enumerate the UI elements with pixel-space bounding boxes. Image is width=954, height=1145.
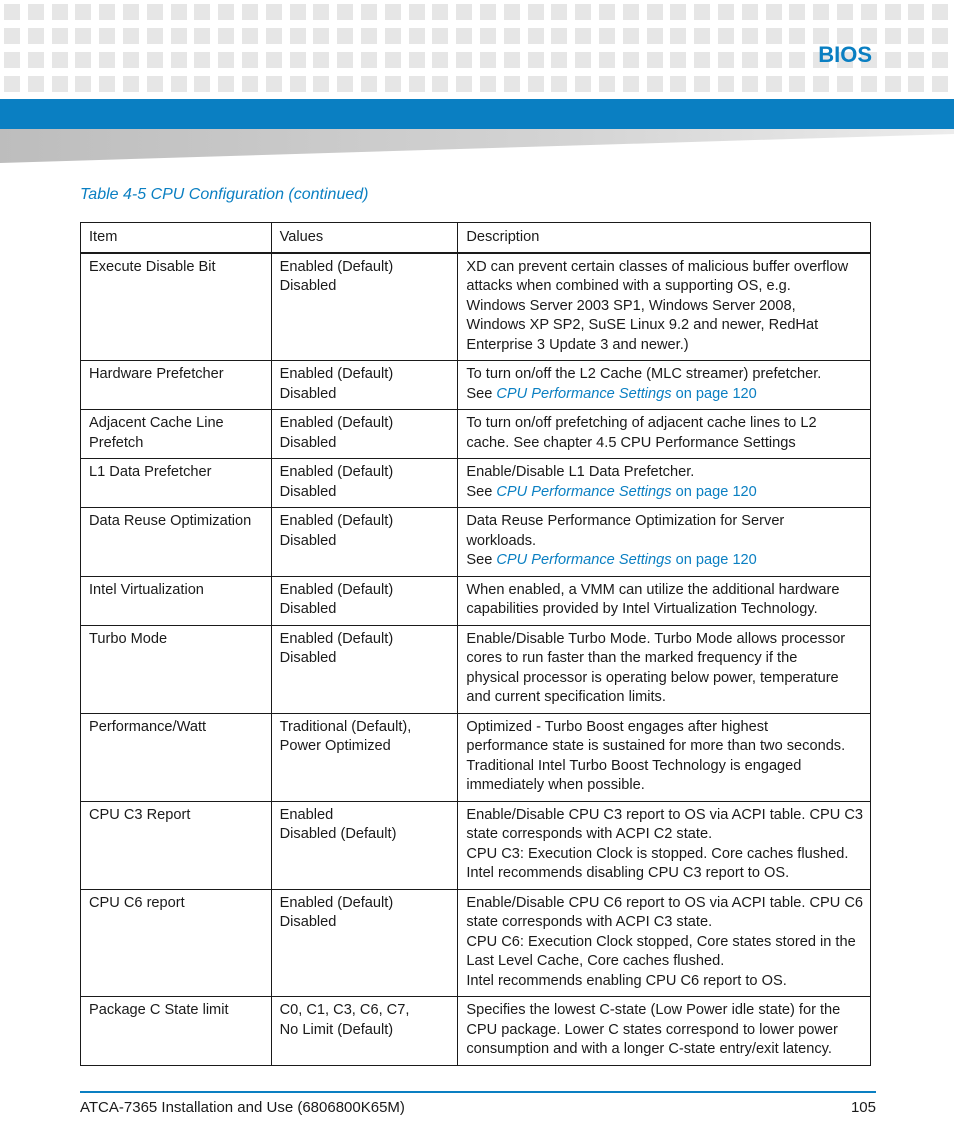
description-line: state corresponds with ACPI C2 state.	[466, 826, 713, 842]
description-line: Enable/Disable L1 Data Prefetcher.	[466, 464, 695, 480]
description-cell	[458, 997, 871, 1066]
see-reference	[466, 385, 863, 405]
cpu-configuration-table	[80, 222, 871, 1066]
description-line: workloads.	[466, 532, 537, 549]
description-line: When enabled, a VMM can utilize the additional hardware	[466, 581, 840, 598]
description-line: Enable/Disable Turbo Mode. Turbo Mode allows processor	[466, 630, 846, 647]
see-prefix: See	[466, 552, 497, 568]
item-cell	[81, 713, 272, 801]
item-line: Adjacent Cache Line	[89, 415, 224, 431]
item-cell	[81, 801, 272, 889]
values-line: Disabled	[279, 650, 337, 666]
values-line: Enabled (Default)	[279, 258, 394, 275]
values-line: Enabled	[279, 806, 334, 823]
description-cell	[458, 625, 871, 713]
table-row	[81, 625, 871, 713]
item-line: CPU C3 Report	[89, 806, 191, 823]
page-reference-link[interactable]: on page 120	[671, 385, 757, 402]
values-line: Disabled	[279, 434, 337, 451]
see-prefix: See	[466, 483, 497, 500]
description-line: Traditional Intel Turbo Boost Technology is engaged	[466, 757, 802, 774]
item-line: Performance/Watt	[89, 718, 207, 735]
table-row	[81, 997, 871, 1066]
description-line: physical processor is operating below power, temperature	[466, 669, 839, 686]
description-line: state corresponds with ACPI C3 state.	[466, 914, 713, 930]
values-cell	[271, 410, 458, 459]
values-line: Enabled (Default)	[279, 581, 394, 598]
description-line: cache. See chapter 4.5 CPU Performance Settings	[466, 434, 796, 451]
see-prefix: See	[466, 385, 497, 402]
header-wedge	[0, 129, 954, 163]
item-line: Hardware Prefetcher	[89, 366, 224, 382]
column-header-item: Item	[81, 223, 272, 253]
table-row	[81, 253, 871, 361]
description-line: XD can prevent certain classes of malicious buffer overflow	[466, 258, 849, 275]
values-cell	[271, 889, 458, 997]
see-reference	[466, 483, 863, 503]
table-caption: Table 4-5 CPU Configuration (continued)	[80, 186, 369, 203]
values-line: Traditional (Default),	[279, 718, 412, 735]
header-pattern	[0, 0, 954, 97]
item-cell	[81, 459, 272, 508]
description-cell	[458, 713, 871, 801]
values-line: Disabled (Default)	[279, 826, 397, 842]
header-band	[0, 99, 954, 129]
item-cell	[81, 508, 272, 577]
page-reference-link[interactable]: on page 120	[671, 552, 757, 568]
values-line: Enabled (Default)	[279, 630, 394, 647]
description-cell	[458, 459, 871, 508]
item-line: Package C State limit	[89, 1002, 229, 1018]
item-cell	[81, 576, 272, 625]
description-cell	[458, 889, 871, 997]
values-line: Disabled	[279, 601, 337, 617]
table-row	[81, 361, 871, 410]
description-line: Windows Server 2003 SP1, Windows Server 2008,	[466, 297, 796, 314]
footer-rule	[80, 1091, 876, 1093]
table-row	[81, 410, 871, 459]
values-line: Disabled	[279, 532, 337, 549]
item-line: Prefetch	[89, 434, 144, 451]
page-number: 105	[850, 1099, 876, 1116]
table-row	[81, 508, 871, 577]
description-line: Data Reuse Performance Optimization for Server	[466, 513, 785, 529]
section-title: BIOS	[818, 42, 872, 67]
table-row	[81, 889, 871, 997]
values-cell	[271, 508, 458, 577]
item-line: Intel Virtualization	[89, 581, 204, 598]
description-line: immediately when possible.	[466, 777, 645, 793]
table-row	[81, 801, 871, 889]
description-line: Enterprise 3 Update 3 and newer.)	[466, 336, 689, 353]
description-line: and current specification limits.	[466, 689, 666, 705]
table-row	[81, 713, 871, 801]
description-line: CPU C6: Execution Clock stopped, Core states stored in the	[466, 933, 856, 950]
table-row	[81, 459, 871, 508]
description-line: CPU package. Lower C states correspond to lower power	[466, 1021, 838, 1038]
values-line: Enabled (Default)	[279, 513, 394, 529]
item-cell	[81, 253, 272, 361]
values-cell	[271, 801, 458, 889]
description-line: cores to run faster than the marked frequency if the	[466, 650, 798, 666]
item-cell	[81, 889, 272, 997]
description-line: Intel recommends enabling CPU C6 report to OS.	[466, 972, 787, 989]
values-cell	[271, 713, 458, 801]
description-cell	[458, 576, 871, 625]
description-cell	[458, 508, 871, 577]
cross-reference-link[interactable]: CPU Performance Settings	[496, 483, 672, 500]
values-line: Disabled	[279, 483, 337, 500]
description-cell	[458, 801, 871, 889]
description-line: attacks when combined with a supporting OS, e.g.	[466, 278, 791, 294]
description-line: CPU C3: Execution Clock is stopped. Core caches flushed.	[466, 845, 849, 862]
values-cell	[271, 576, 458, 625]
values-cell	[271, 625, 458, 713]
values-line: Power Optimized	[279, 738, 391, 754]
column-header-values: Values	[271, 223, 458, 253]
description-line: Enable/Disable CPU C3 report to OS via ACPI table. CPU C3	[466, 806, 863, 823]
table-header-row	[81, 223, 871, 253]
values-cell	[271, 997, 458, 1066]
values-cell	[271, 459, 458, 508]
description-line: capabilities provided by Intel Virtualization Technology.	[466, 601, 818, 617]
values-line: No Limit (Default)	[279, 1021, 394, 1038]
description-cell	[458, 253, 871, 361]
item-line: Data Reuse Optimization	[89, 513, 252, 529]
item-cell	[81, 410, 272, 459]
item-line: Execute Disable Bit	[89, 258, 216, 275]
item-line: Turbo Mode	[89, 630, 168, 647]
item-cell	[81, 997, 272, 1066]
values-line: Disabled	[279, 278, 337, 294]
values-line: Enabled (Default)	[279, 464, 394, 480]
description-line: To turn on/off the L2 Cache (MLC streamer) prefetcher.	[466, 366, 822, 382]
item-line: CPU C6 report	[89, 894, 185, 911]
description-line: Optimized - Turbo Boost engages after highest	[466, 718, 769, 735]
values-line: C0, C1, C3, C6, C7,	[279, 1002, 410, 1018]
description-line: Specifies the lowest C-state (Low Power idle state) for the	[466, 1002, 841, 1018]
column-header-description: Description	[458, 223, 871, 253]
cross-reference-link[interactable]: CPU Performance Settings	[496, 385, 672, 402]
page-reference-link[interactable]: on page 120	[671, 483, 757, 500]
item-line: L1 Data Prefetcher	[89, 464, 212, 480]
values-line: Enabled (Default)	[279, 415, 394, 431]
description-line: Windows XP SP2, SuSE Linux 9.2 and newer, RedHat	[466, 317, 819, 333]
table-row	[81, 576, 871, 625]
values-cell	[271, 253, 458, 361]
description-line: performance state is sustained for more than two seconds.	[466, 738, 846, 754]
item-cell	[81, 361, 272, 410]
description-cell	[458, 410, 871, 459]
see-reference	[466, 551, 863, 571]
description-cell	[458, 361, 871, 410]
item-cell	[81, 625, 272, 713]
values-line: Disabled	[279, 385, 337, 402]
values-cell	[271, 361, 458, 410]
footer-doc-title: ATCA-7365 Installation and Use (6806800K65M)	[80, 1099, 405, 1116]
values-line: Enabled (Default)	[279, 366, 394, 382]
description-line: To turn on/off prefetching of adjacent cache lines to L2	[466, 415, 817, 431]
description-line: Last Level Cache, Core caches flushed.	[466, 953, 725, 969]
values-line: Disabled	[279, 914, 337, 930]
description-line: Intel recommends disabling CPU C3 report to OS.	[466, 865, 790, 881]
values-line: Enabled (Default)	[279, 894, 394, 911]
cross-reference-link[interactable]: CPU Performance Settings	[496, 552, 672, 568]
description-line: consumption and with a longer C-state entry/exit latency.	[466, 1041, 832, 1057]
description-line: Enable/Disable CPU C6 report to OS via ACPI table. CPU C6	[466, 894, 863, 911]
